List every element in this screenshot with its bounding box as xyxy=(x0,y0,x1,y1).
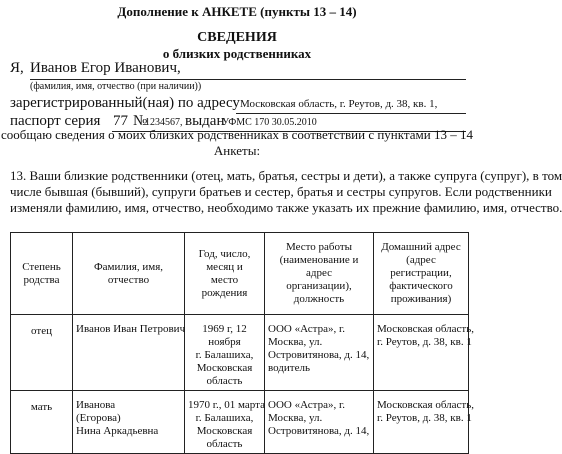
statement-line-2: Анкеты: xyxy=(213,143,261,158)
row-degree: мать xyxy=(11,391,73,454)
section-subheading: о близких родственниках xyxy=(162,46,312,61)
row-home: Московская область, г. Реутов, д. 38, кв. 1 xyxy=(374,391,469,454)
registration-label: зарегистрированный(ная) по адресу xyxy=(10,95,240,111)
statement-line-1: сообщаю сведения о моих близких родственниках в соответствии с пунктами 13 – 14 xyxy=(1,127,473,142)
header-work: Место работы (наименование и адрес организации), должность xyxy=(265,233,374,315)
passport-label: паспорт серия xyxy=(10,113,101,129)
row-birth: 1969 г, 12 ноября г. Балашиха, Московская область xyxy=(185,315,265,391)
header-birth: Год, число, месяц и место рождения xyxy=(185,233,265,315)
table-row xyxy=(11,315,469,391)
section-heading: СВЕДЕНИЯ xyxy=(197,30,277,45)
item13-line-2: числе бывшая (бывший), супруги братьев и сестер, братья и сестры супругов. Если родственники xyxy=(10,184,552,199)
row-name: Иванова (Егорова) Нина Аркадьевна xyxy=(73,391,185,454)
name-underline xyxy=(30,79,466,80)
row-degree: отец xyxy=(11,315,73,391)
row-work: ООО «Астра», г. Москва, ул. Островитянова, д. 14, xyxy=(265,391,374,454)
item13-line-1: 13. Ваши близкие родственники (отец, мать, братья, сестры и дети), а также супруга (супруг), в том xyxy=(10,168,562,183)
header-name: Фамилия, имя, отчество xyxy=(73,233,185,315)
table-row xyxy=(11,391,469,454)
row-work: ООО «Астра», г. Москва, ул. Островитянова, д. 14, водитель xyxy=(265,315,374,391)
passport-number-label: № xyxy=(133,113,148,129)
row-birth: 1970 г., 01 марта г. Балашиха, Московская область xyxy=(185,391,265,454)
row-home: Московская область, г. Реутов, д. 38, кв. 1 xyxy=(374,315,469,391)
document-title: Дополнение к АНКЕТЕ (пункты 13 – 14) xyxy=(117,4,357,19)
i-prefix: Я, xyxy=(10,60,24,76)
passport-series: 77 xyxy=(113,113,128,129)
table-header-row xyxy=(11,233,469,315)
header-home: Домашний адрес (адрес регистрации, фактического проживания) xyxy=(374,233,469,315)
registration-address: Московская область, г. Реутов, д. 38, кв. 1, xyxy=(240,98,438,110)
passport-number: 1234567, xyxy=(145,117,183,128)
relatives-table xyxy=(10,232,474,454)
issued-label: выдан xyxy=(185,113,225,129)
item13-line-3: изменяли фамилию, имя, отчество, необходимо также указать их прежние фамилию, имя, отчество. xyxy=(10,200,562,215)
person-name: Иванов Егор Иванович, xyxy=(30,60,181,76)
name-hint: (фамилия, имя, отчество (при наличии)) xyxy=(30,81,202,92)
issued-by: УФМС 170 30.05.2010 xyxy=(222,117,317,128)
registration-underline xyxy=(236,113,466,114)
header-degree: Степень родства xyxy=(11,233,73,315)
row-name: Иванов Иван Петрович xyxy=(73,315,185,391)
